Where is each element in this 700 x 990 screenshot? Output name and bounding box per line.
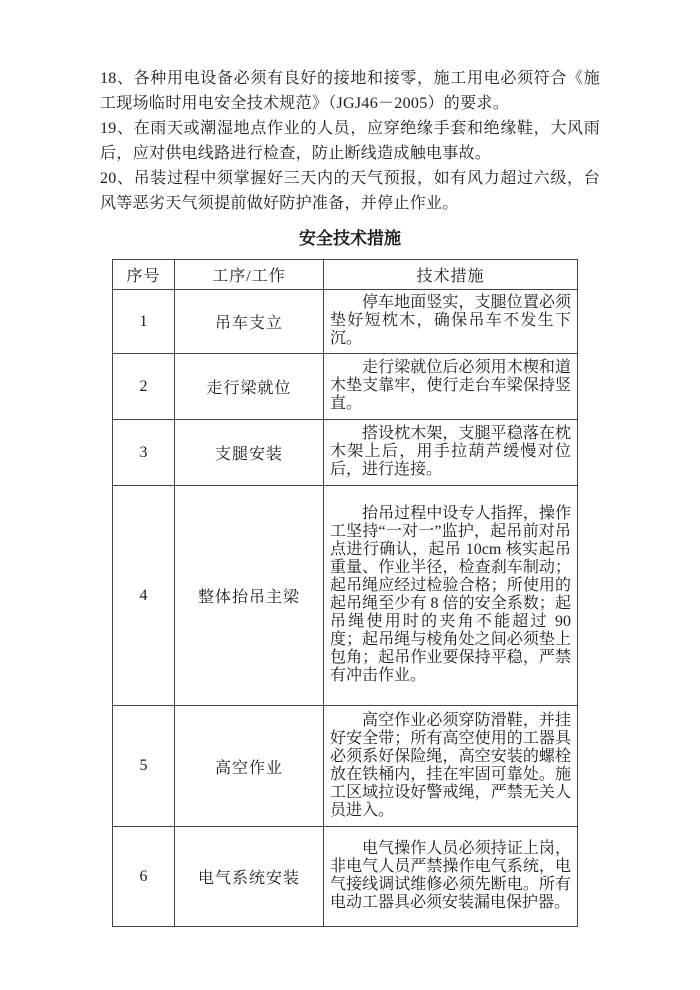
serial-cell: 5: [113, 706, 175, 827]
process-cell: 高空作业: [175, 706, 324, 827]
serial-cell: 1: [113, 290, 175, 354]
table-row: [113, 354, 578, 420]
measure-cell: 抬吊过程中设专人指挥，操作工坚持“一对一”监护，起吊前对吊点进行确认，起吊 10cm 核实起吊重量、作业半径，检查刹车制动；起吊绳应经过检验合格；所使用的起吊绳至少有 8 倍的安全系数；起吊绳使用时的夹角不能超过 90 度；起吊绳与棱角处之间必须垫上包角；起吊作业要保持平稳，严禁有冲击作业。: [324, 486, 578, 706]
process-cell: 整体抬吊主梁: [175, 486, 324, 706]
measure-cell: 高空作业必须穿防滑鞋，并挂好安全带；所有高空使用的工器具必须系好保险绳，高空安装的螺栓放在铁桶内，挂在牢固可靠处。施工区域拉设好警戒绳，严禁无关人员进入。: [324, 706, 578, 827]
safety-measures-table: [112, 259, 578, 927]
paragraph-18: 18、各种用电设备必须有良好的接地和接零，施工用电必须符合《施工现场临时用电安全技术规范》（JGJ46－2005）的要求。: [100, 70, 600, 112]
table-row: [113, 706, 578, 827]
serial-cell: 4: [113, 486, 175, 706]
serial-cell: 2: [113, 354, 175, 420]
table-row: [113, 827, 578, 927]
measure-cell: 停车地面竖实，支腿位置必须垫好短枕木，确保吊车不发生下沉。: [324, 290, 578, 354]
content-block: [100, 66, 600, 927]
measure-cell: 搭设枕木架，支腿平稳落在枕木架上后，用手拉葫芦缓慢对位后，进行连接。: [324, 420, 578, 486]
header-cell-measure: 技术措施: [324, 260, 578, 290]
serial-cell: 6: [113, 827, 175, 927]
table-row: [113, 420, 578, 486]
measure-cell: 走行梁就位后必须用木楔和道木垫支靠牢，使行走台车梁保持竖直。: [324, 354, 578, 420]
header-cell-process: 工序/工作: [175, 260, 324, 290]
process-cell: 支腿安装: [175, 420, 324, 486]
table-row: [113, 486, 578, 706]
process-cell: 吊车支立: [175, 290, 324, 354]
table-header-row: [113, 260, 578, 290]
section-title: 安全技术措施: [299, 229, 401, 248]
process-cell: 电气系统安装: [175, 827, 324, 927]
measure-cell: 电气操作人员必须持证上岗，非电气人员严禁操作电气系统，电气接线调试维修必须先断电。所有电动工器具必须安装漏电保护器。: [324, 827, 578, 927]
paragraph-19: 19、在雨天或潮湿地点作业的人员，应穿绝缘手套和绝缘鞋，大风雨后，应对供电线路进行检查，防止断线造成触电事故。: [100, 120, 600, 162]
paragraph-20: 20、吊装过程中须掌握好三天内的天气预报，如有风力超过六级，台风等恶劣天气须提前做好防护准备，并停止作业。: [100, 170, 600, 212]
header-cell-serial: 序号: [113, 260, 175, 290]
process-cell: 走行梁就位: [175, 354, 324, 420]
serial-cell: 3: [113, 420, 175, 486]
table-row: [113, 290, 578, 354]
